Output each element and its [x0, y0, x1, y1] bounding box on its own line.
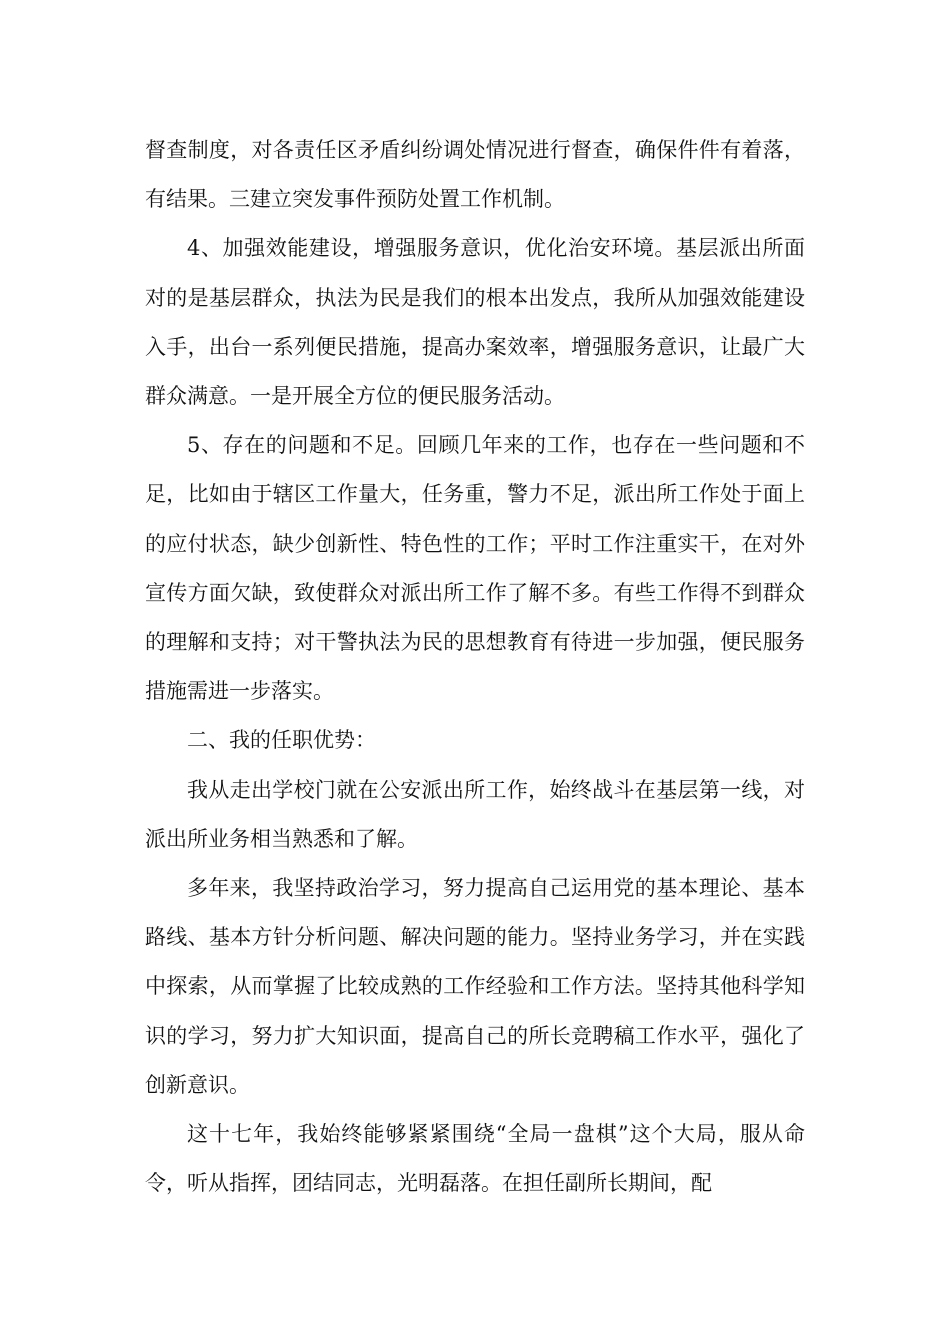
- paragraph-2: 4、加强效能建设，增强服务意识，优化治安环境。基层派出所面对的是基层群众，执法为民是我们的根本出发点，我所从加强效能建设入手，出台一系列便民措施，提高办案效率，增强服务意识，让最广大群众满意。一是开展全方位的便民服务活动。: [145, 236, 805, 409]
- paragraph-3: 5、存在的问题和不足。回顾几年来的工作，也存在一些问题和不足，比如由于辖区工作量大，任务重，警力不足，派出所工作处于面上的应付状态，缺少创新性、特色性的工作；平时工作注重实干，在对外宣传方面欠缺，致使群众对派出所工作了解不多。有些工作得不到群众的理解和支持；对干警执法为民的思想教育有待进一步加强，便民服务措施需进一步落实。: [145, 433, 805, 704]
- paragraph-1: 督查制度，对各责任区矛盾纠纷调处情况进行督查，确保件件有着落，有结果。三建立突发事件预防处置工作机制。: [145, 138, 805, 212]
- document-body: [145, 126, 805, 1208]
- paragraph-5: 多年来，我坚持政治学习，努力提高自己运用党的基本理论、基本路线、基本方针分析问题、解决问题的能力。坚持业务学习，并在实践中探索，从而掌握了比较成熟的工作经验和工作方法。坚持其他科学知识的学习，努力扩大知识面，提高自己的所长竞聘稿工作水平，强化了创新意识。: [145, 876, 805, 1097]
- paragraph-6: 这十七年，我始终能够紧紧围绕“全局一盘棋”这个大局，服从命令，听从指挥，团结同志，光明磊落。在担任副所长期间，配: [145, 1122, 805, 1196]
- section-heading: 二、我的任职优势：: [187, 728, 376, 753]
- paragraph-4: 我从走出学校门就在公安派出所工作，始终战斗在基层第一线，对派出所业务相当熟悉和了解。: [145, 777, 805, 851]
